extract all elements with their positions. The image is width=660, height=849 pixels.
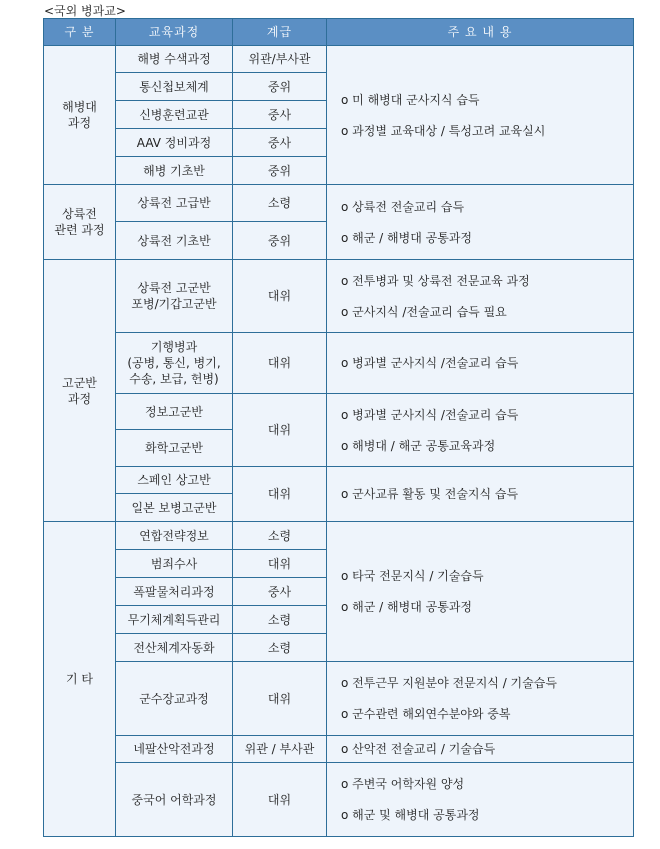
- table-row: [44, 522, 634, 550]
- course-cell: 전산체계자동화: [116, 634, 233, 662]
- header-row: [44, 19, 634, 46]
- course-cell: 네팔산악전과정: [116, 736, 233, 763]
- course-cell: 무기체계획득관리: [116, 606, 233, 634]
- table-row: [44, 394, 634, 430]
- course-cell: 통신첩보체계: [116, 73, 233, 101]
- header-content: 주 요 내 용: [327, 19, 634, 46]
- content-cell: o 병과별 군사지식 /전술교리 습득 o 해병대 / 해군 공통교육과정: [327, 394, 634, 467]
- content-cell: o 산악전 전술교리 / 기술습득: [327, 736, 634, 763]
- course-cell: 해병 수색과정: [116, 46, 233, 73]
- rank-cell: 중위: [233, 73, 327, 101]
- content-cell: o 타국 전문지식 / 기술습득 o 해군 / 해병대 공통과정: [327, 522, 634, 662]
- table-row: [44, 763, 634, 837]
- table-row: [44, 260, 634, 333]
- table-row: [44, 185, 634, 222]
- rank-cell: 대위: [233, 467, 327, 522]
- rank-cell: 위관 / 부사관: [233, 736, 327, 763]
- table-row: [44, 736, 634, 763]
- rank-cell: 대위: [233, 550, 327, 578]
- content-cell: o 주변국 어학자원 양성 o 해군 및 해병대 공통과정: [327, 763, 634, 837]
- table-row: [44, 46, 634, 73]
- course-cell: 중국어 어학과정: [116, 763, 233, 837]
- header-category: 구 분: [44, 19, 116, 46]
- header-rank: 계급: [233, 19, 327, 46]
- course-cell: 신병훈련교관: [116, 101, 233, 129]
- course-cell: 연합전략정보: [116, 522, 233, 550]
- rank-cell: 소령: [233, 634, 327, 662]
- header-course: 교육과정: [116, 19, 233, 46]
- rank-cell: 중위: [233, 157, 327, 185]
- course-cell: 기행병과 (공병, 통신, 병기, 수송, 보급, 헌병): [116, 333, 233, 394]
- category-cell: 고군반 과정: [44, 260, 116, 522]
- content-cell: o 미 해병대 군사지식 습득 o 과정별 교육대상 / 특성고려 교육실시: [327, 46, 634, 185]
- rank-cell: 대위: [233, 763, 327, 837]
- rank-cell: 대위: [233, 333, 327, 394]
- rank-cell: 소령: [233, 606, 327, 634]
- course-cell: 화학고군반: [116, 430, 233, 467]
- rank-cell: 중사: [233, 101, 327, 129]
- category-cell: 기 타: [44, 522, 116, 837]
- rank-cell: 중사: [233, 129, 327, 157]
- table-caption: <국외 병과교>: [44, 4, 126, 18]
- content-cell: o 병과별 군사지식 /전술교리 습득: [327, 333, 634, 394]
- rank-cell: 소령: [233, 522, 327, 550]
- category-cell: 상륙전 관련 과정: [44, 185, 116, 260]
- course-cell: 상륙전 고군반 포병/기갑고군반: [116, 260, 233, 333]
- rank-cell: 대위: [233, 260, 327, 333]
- course-cell: 해병 기초반: [116, 157, 233, 185]
- course-cell: 폭팔물처리과정: [116, 578, 233, 606]
- course-cell: 정보고군반: [116, 394, 233, 430]
- table-row: [44, 333, 634, 394]
- content-cell: o 상륙전 전술교리 습득 o 해군 / 해병대 공통과정: [327, 185, 634, 260]
- rank-cell: 대위: [233, 662, 327, 736]
- course-cell: 범죄수사: [116, 550, 233, 578]
- course-cell: AAV 정비과정: [116, 129, 233, 157]
- course-cell: 일본 보병고군반: [116, 494, 233, 522]
- rank-cell: 위관/부사관: [233, 46, 327, 73]
- course-cell: 스페인 상고반: [116, 467, 233, 494]
- rank-cell: 대위: [233, 394, 327, 467]
- category-cell: 해병대 과정: [44, 46, 116, 185]
- rank-cell: 중위: [233, 222, 327, 260]
- content-cell: o 전투근무 지원분야 전문지식 / 기술습득 o 군수관련 해외연수분야와 중복: [327, 662, 634, 736]
- course-cell: 상륙전 기초반: [116, 222, 233, 260]
- table-row: [44, 662, 634, 736]
- course-table: [43, 18, 634, 837]
- content-cell: o 군사교류 활동 및 전술지식 습득: [327, 467, 634, 522]
- course-cell: 상륙전 고급반: [116, 185, 233, 222]
- content-cell: o 전투병과 및 상륙전 전문교육 과정 o 군사지식 /전술교리 습득 필요: [327, 260, 634, 333]
- rank-cell: 중사: [233, 578, 327, 606]
- table-row: [44, 467, 634, 494]
- rank-cell: 소령: [233, 185, 327, 222]
- course-cell: 군수장교과정: [116, 662, 233, 736]
